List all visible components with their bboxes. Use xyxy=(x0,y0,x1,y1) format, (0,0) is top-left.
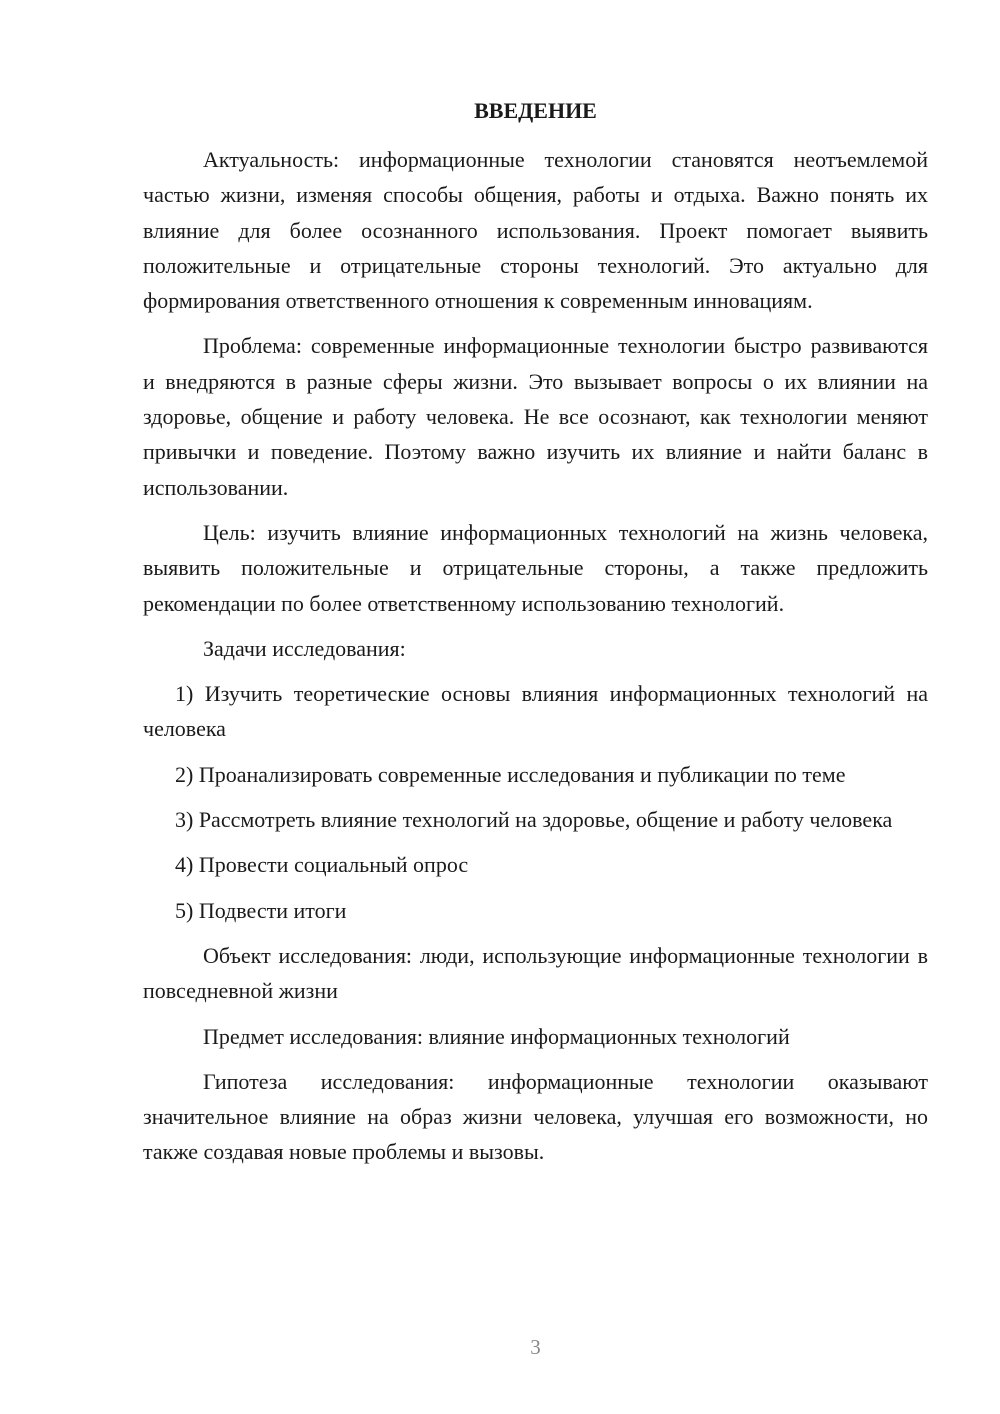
page-number: 3 xyxy=(530,1335,541,1359)
task-item: 3) Рассмотреть влияние технологий на здоровье, общение и работу человека xyxy=(175,807,893,833)
subject-paragraph: Предмет исследования: влияние информационных технологий xyxy=(203,1023,790,1049)
section-heading: ВВЕДЕНИЕ xyxy=(474,98,597,123)
task-item: 1) Изучить теоретические основы влияния информационных технологий на человека xyxy=(143,681,928,742)
goal-paragraph: Цель: изучить влияние информационных технологий на жизнь человека, выявить положительные и отрицательные стороны, а также предложить рекомендации по более ответственному использованию технологий. xyxy=(143,519,928,616)
tasks-intro: Задачи исследования: xyxy=(203,635,406,661)
task-item: 2) Проанализировать современные исследования и публикации по теме xyxy=(175,761,846,787)
hypothesis-paragraph: Гипотеза исследования: информационные технологии оказывают значительное влияние на образ жизни человека, улучшая его возможности, но также создавая новые проблемы и вызовы. xyxy=(143,1068,928,1165)
object-paragraph: Объект исследования: люди, использующие информационные технологии в повседневной жизни xyxy=(143,942,928,1004)
task-item: 5) Подвести итоги xyxy=(175,897,347,923)
document-page xyxy=(143,0,928,1414)
relevance-paragraph: Актуальность: информационные технологии становятся неотъемлемой частью жизни, изменяя способы общения, работы и отдыха. Важно понять их влияние для более осознанного использования. Проект помогает выявить положительные и отрицательные стороны технологий. Это актуально для формирования ответственного отношения к современным инновациям. xyxy=(143,147,928,314)
problem-paragraph: Проблема: современные информационные технологии быстро развиваются и внедряются в разные сферы жизни. Это вызывает вопросы о их влиянии на здоровье, общение и работу человека. Не все осознают, как технологии меняют привычки и поведение. Поэтому важно изучить их влияние и найти баланс в использовании. xyxy=(143,333,928,500)
document-body xyxy=(143,142,928,1180)
task-item: 4) Провести социальный опрос xyxy=(175,852,469,878)
